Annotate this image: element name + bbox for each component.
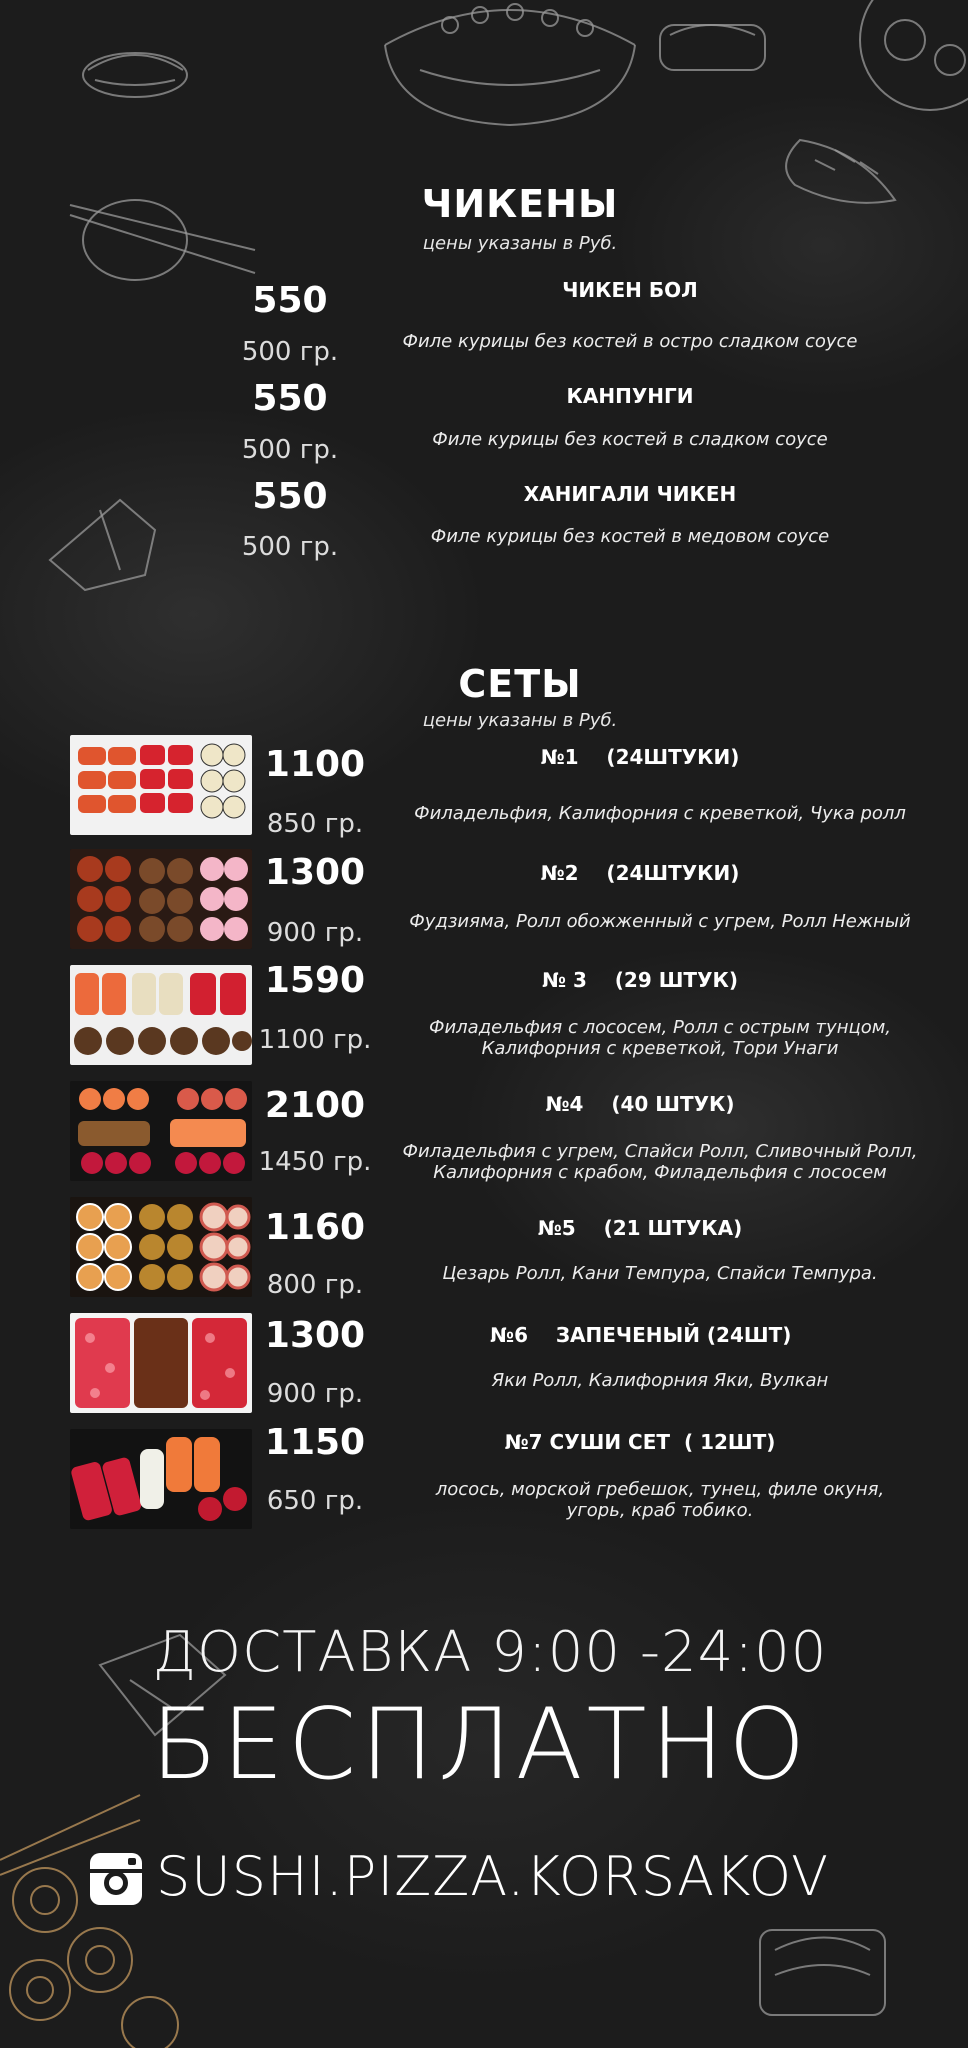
sushi-box-doodle-icon [760, 1930, 885, 2015]
bowl-doodle-icon [385, 4, 635, 125]
item-description: лосось, морской гребешок, тунец, филе окуня, [435, 1479, 885, 1500]
item-weight: 500 гр. [241, 532, 339, 562]
item-price: 1150 [264, 1422, 366, 1463]
set-photo [70, 1313, 252, 1413]
sets-price-note: цены указаны в Руб. [422, 710, 618, 731]
item-weight: 1100 гр. [258, 1025, 372, 1055]
set-photo [70, 1429, 252, 1529]
item-price: 1300 [264, 1315, 366, 1356]
sets-section-title: СЕТЫ [458, 662, 582, 706]
item-price: 550 [252, 378, 328, 419]
item-weight: 500 гр. [241, 337, 339, 367]
item-description-line2: Калифорния с крабом, Филадельфия с лососем [433, 1162, 887, 1183]
item-description: Филе курицы без костей в остро сладком соусе [402, 331, 858, 352]
item-description: Филадельфия, Калифорния с креветкой, Чука ролл [414, 803, 906, 824]
item-description-line2: Калифорния с креветкой, Тори Унаги [481, 1038, 839, 1059]
item-weight: 800 гр. [266, 1270, 364, 1300]
shrimp-doodle-icon [786, 140, 895, 203]
item-weight: 850 гр. [266, 809, 364, 839]
onigiri-doodle-icon [50, 500, 155, 590]
chopsticks-bowl-doodle-icon [70, 200, 255, 280]
item-description: Фудзияма, Ролл обожженный с угрем, Ролл Нежный [409, 911, 911, 932]
item-name: ЧИКЕН БОЛ [562, 278, 698, 302]
item-description: Филадельфия с лососем, Ролл с острым тунцом, [428, 1017, 892, 1038]
set-photo [70, 1081, 252, 1181]
item-name: ХАНИГАЛИ ЧИКЕН [523, 482, 737, 506]
item-price: 1160 [264, 1207, 366, 1248]
item-name: №7 СУШИ СЕТ ( 12ШТ) [504, 1430, 776, 1454]
free-delivery-text: БЕСПЛАТНО [150, 1688, 810, 1802]
instagram-icon [88, 1851, 144, 1907]
item-price: 1590 [264, 960, 366, 1001]
set-photo [70, 735, 252, 835]
item-description: Яки Ролл, Калифорния Яки, Вулкан [491, 1370, 829, 1391]
item-price: 2100 [264, 1085, 366, 1126]
item-description: Филе курицы без костей в сладком соусе [432, 429, 828, 450]
item-description: Цезарь Ролл, Кани Темпура, Спайси Темпура. [442, 1263, 878, 1284]
item-price: 550 [252, 280, 328, 321]
item-name: №1 (24ШТУКИ) [540, 745, 740, 769]
item-name: №4 (40 ШТУК) [545, 1092, 735, 1116]
item-name: №5 (21 ШТУКА) [537, 1216, 743, 1240]
item-name: №6 ЗАПЕЧЕНЫЙ (24ШТ) [490, 1323, 792, 1347]
item-price: 1100 [264, 744, 366, 785]
chicken-section-title: ЧИКЕНЫ [421, 182, 619, 226]
item-price: 550 [252, 476, 328, 517]
set-photo [70, 849, 252, 949]
item-weight: 900 гр. [266, 918, 364, 948]
item-name: КАНПУНГИ [566, 384, 694, 408]
instagram-handle: SUSHI.PIZZA.KORSAKOV [156, 1845, 830, 1908]
set-photo [70, 965, 252, 1065]
set-photo [70, 1197, 252, 1297]
chicken-price-note: цены указаны в Руб. [422, 233, 618, 254]
sushi-roll-doodle-icon [660, 25, 765, 70]
delivery-hours: ДОСТАВКА 9:00 -24:00 [152, 1620, 828, 1685]
item-name: №2 (24ШТУКИ) [540, 861, 740, 885]
item-weight: 900 гр. [266, 1379, 364, 1409]
instagram-link[interactable] [88, 1845, 948, 1925]
item-weight: 650 гр. [266, 1486, 364, 1516]
item-name: № 3 (29 ШТУК) [542, 968, 738, 992]
item-description-line2: угорь, краб тобико. [566, 1500, 754, 1521]
ramen-doodle-icon [860, 0, 968, 110]
item-description: Филадельфия с угрем, Спайси Ролл, Сливочный Ролл, [402, 1141, 918, 1162]
item-weight: 1450 гр. [258, 1147, 372, 1177]
item-description: Филе курицы без костей в медовом соусе [430, 526, 830, 547]
item-price: 1300 [264, 852, 366, 893]
nigiri-doodle-icon [83, 53, 187, 97]
item-weight: 500 гр. [241, 435, 339, 465]
